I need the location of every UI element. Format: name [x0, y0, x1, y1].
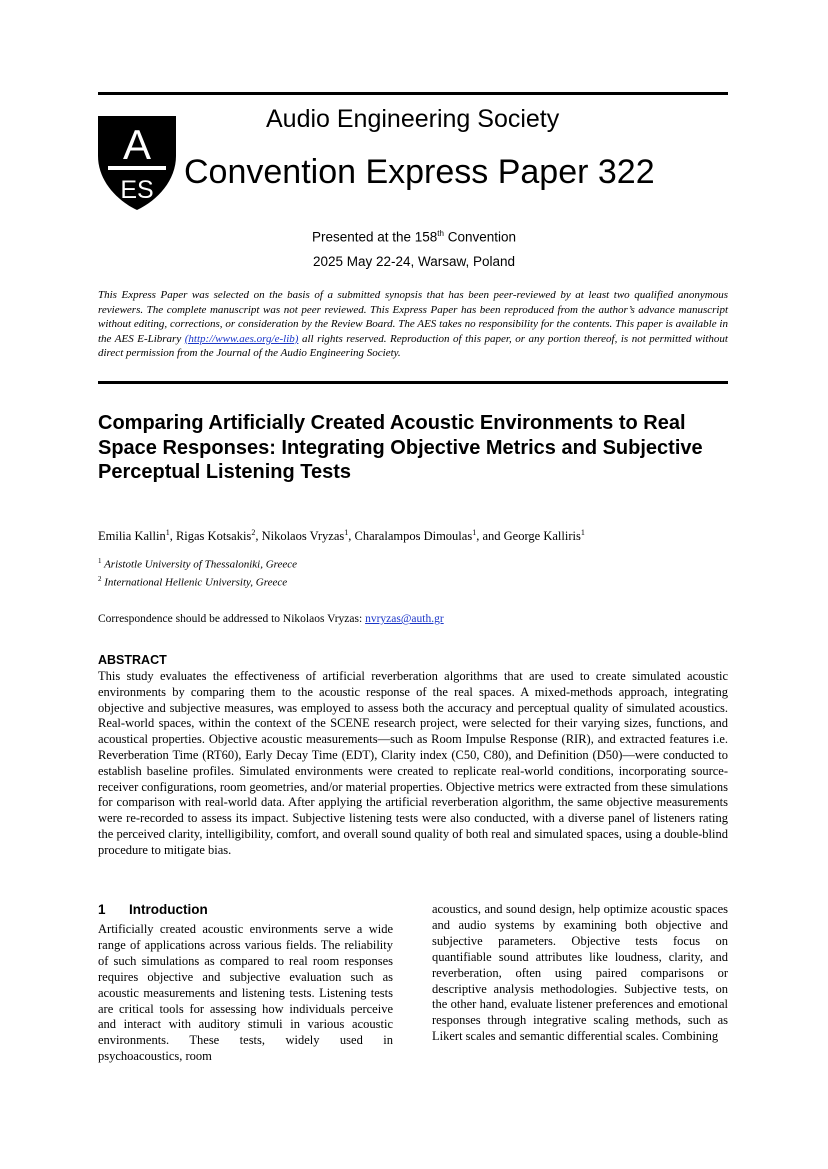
society-name: Audio Engineering Society	[266, 105, 560, 133]
author-affiliation-number: 2	[251, 528, 256, 537]
author-separator: ,	[169, 529, 176, 544]
header-bottom-rule	[98, 381, 728, 384]
express-paper-disclaimer: This Express Paper was selected on the basis of a submitted synopsis that has been peer-reviewed by at least two qualified anonymous reviewers. The complete manuscript was not peer reviewed. This Express Paper has been reproduced from the author’s advance manuscript without editing, corrections, or consideration by the Review Board. The AES takes no responsibility for the contents. This paper is available in the AES E-Library (http://www.aes.org/e-lib) all rights reserved. Reproduction of this paper, or any portion thereof, is not permitted without direct permission from the Journal of the Audio Engineering Society.	[98, 289, 728, 360]
section-heading-introduction: 1 Introduction	[98, 902, 208, 917]
author-affiliation-number: 1	[344, 528, 349, 537]
logo-letters-es: ES	[120, 176, 154, 204]
author-affiliation-number: 1	[472, 528, 477, 537]
presented-line: Presented at the 158th Convention	[311, 229, 517, 245]
paper-type-title: Convention Express Paper 322	[184, 153, 655, 191]
author-name: Rigas Kotsakis	[175, 529, 252, 544]
introduction-left-column: Artificially created acoustic environments serve a wide range of applications across various fields. The reliability of such simulations as compared to real room responses requires objective and subjective evaluation such as acoustic measurements and listening tests. Listening tests are critical tools for assessing how individuals perceive and interact with auditory stimuli in various acoustic environments. These tests, widely used in psychoacoustics, room	[98, 922, 393, 1064]
affiliation-2: $^2$ International Hellenic University, Greece	[98, 575, 288, 589]
correspondence-email-link[interactable]: nvryzas@auth.gr	[365, 613, 444, 625]
top-rule	[98, 92, 728, 95]
author-name: Emilia Kallin	[98, 529, 166, 544]
correspondence: Correspondence should be addressed to Nikolaos Vryzas: nvryzas@auth.gr	[98, 613, 444, 625]
logo-letter-a: A	[122, 121, 152, 168]
author-separator: ,	[348, 529, 355, 544]
author-name: George Kalliris	[503, 529, 581, 544]
author-list	[98, 528, 585, 544]
aes-logo	[96, 114, 178, 212]
abstract-heading: ABSTRACT	[98, 653, 167, 667]
paper-title: Comparing Artificially Created Acoustic Environments to Real Space Responses: Integrating Objective Metrics and Subjective Perceptual Listening Tests	[98, 412, 703, 483]
abstract-text: This study evaluates the effectiveness of artificial reverberation algorithms that are used to create simulated acoustic environments by comparing them to the acoustic response of the real spaces. A mixed-methods approach, integrating objective and subjective measures, was employed to assess both the accuracy and perceptual quality of simulated acoustics. Real-world spaces, within the context of the SCENE research project, were selected for their varying sizes, functions, and acoustical properties. Objective acoustic measurements—such as Room Impulse Response (RIR), and extracted features i.e. Reverberation Time (RT60), Early Decay Time (EDT), Clarity index (C50, C80), and Definition (D50)—were conducted to establish baseline profiles. Simulated environments were created to replicate real-world conditions, incorporating source-receiver configurations, room geometries, and/or material properties. Objective metrics were extracted from these simulations for comparison with real-world data. After applying the artificial reverberation algorithm, the same objective measurements were re-recorded to assess its impact. Subjective listening tests were also conducted, with a diverse panel of listeners rating the perceived clarity, intelligibility, comfort, and overall sound quality of both real and simulated spaces, using a double-blind procedure to mitigate bias.	[98, 669, 728, 857]
author-separator: , and	[476, 529, 504, 544]
date-location: 2025 May 22-24, Warsaw, Poland	[312, 254, 516, 269]
author-name: Charalampos Dimoulas	[354, 529, 473, 544]
author-name: Nikolaos Vryzas	[261, 529, 345, 544]
author-affiliation-number: 1	[580, 528, 585, 537]
author-affiliation-number: 1	[165, 528, 170, 537]
affiliation-1: $^1$ Aristotle University of Thessaloniki, Greece	[98, 557, 298, 571]
introduction-right-column: acoustics, and sound design, help optimize acoustic spaces and audio systems by examining both objective and subjective parameters. Objective tests focus on quantifiable sound attributes like loudness, clarity, and reverberation, often using paired comparisons or descriptive analysis methodologies. Subjective tests, on the other hand, evaluate listener preferences and emotional responses through integrative scaling methods, such as Likert scales and semantic differential scales. Combining	[432, 902, 728, 1044]
e-library-link[interactable]: (http://www.aes.org/e-lib)	[184, 332, 299, 345]
author-separator: ,	[255, 529, 262, 544]
